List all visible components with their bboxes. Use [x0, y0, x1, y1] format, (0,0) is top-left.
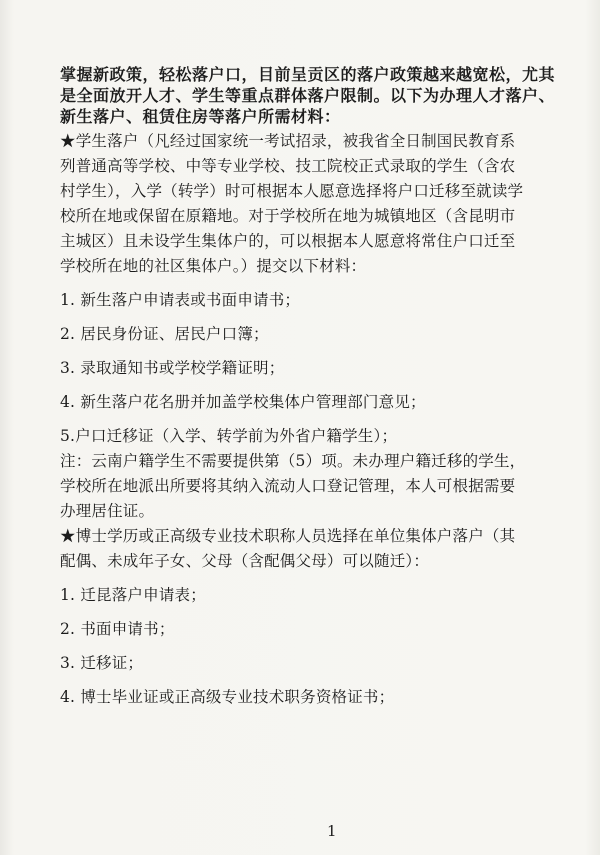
doctor-item: 3. 迁移证；: [60, 654, 144, 672]
student-item: 5.户口迁移证（入学、转学前为外省户籍学生）；: [60, 427, 398, 445]
student-heading-line: 列普通高等学校、中等专业学校、技工院校正式录取的学生（含农: [60, 157, 516, 175]
doctor-item: 4. 博士毕业证或正高级专业技术职务资格证书；: [60, 688, 395, 706]
student-heading-line: 主城区）且未设学生集体户的，可以根据本人愿意将常住户口迁至: [60, 232, 516, 250]
student-note-line: 办理居住证。: [60, 502, 155, 520]
student-section: [60, 131, 550, 522]
student-heading-line: ★学生落户（凡经过国家统一考试招录，被我省全日制国民教育系: [60, 132, 516, 150]
student-heading-line: 学校所在地的社区集体户。）提交以下材料：: [60, 257, 367, 275]
student-heading-line: 村学生），入学（转学）时可根据本人愿意选择将户口迁移至就读学: [60, 182, 524, 200]
page-number: 1: [327, 822, 337, 840]
student-heading-line: 校所在地或保留在原籍地。对于学校所在地为城镇地区（含昆明市: [60, 207, 516, 225]
doctor-heading-line: ★博士学历或正高级专业技术职称人员选择在单位集体户落户（其: [60, 527, 516, 545]
student-item: 3. 录取通知书或学校学籍证明；: [60, 359, 285, 377]
doctor-heading-line: 配偶、未成年子女、父母（含配偶父母）可以随迁）：: [60, 552, 430, 570]
student-item: 4. 新生落户花名册并加盖学校集体户管理部门意见；: [60, 393, 426, 411]
student-note-line: 注：云南户籍学生不需要提供第（5）项。未办理户籍迁移的学生，: [60, 452, 526, 470]
intro-paragraph: [60, 64, 556, 127]
student-note-line: 学校所在地派出所要将其纳入流动人口登记管理，本人可根据需要: [60, 477, 516, 495]
student-item: 2. 居民身份证、居民户口簿；: [60, 325, 269, 343]
intro-line: 掌握新政策，轻松落户口，目前呈贡区的落户政策越来越宽松，尤其: [60, 65, 556, 84]
intro-line: 新生落户、租赁住房等落户所需材料：: [60, 107, 341, 126]
student-item: 1. 新生落户申请表或书面申请书；: [60, 291, 301, 309]
document-body: [60, 64, 556, 708]
intro-line: 是全面放开人才、学生等重点群体落户限制。以下为办理人才落户、: [60, 86, 556, 105]
doctor-section: [60, 526, 550, 708]
doctor-item: 1. 迁昆落户申请表；: [60, 586, 206, 604]
doctor-item: 2. 书面申请书；: [60, 620, 175, 638]
